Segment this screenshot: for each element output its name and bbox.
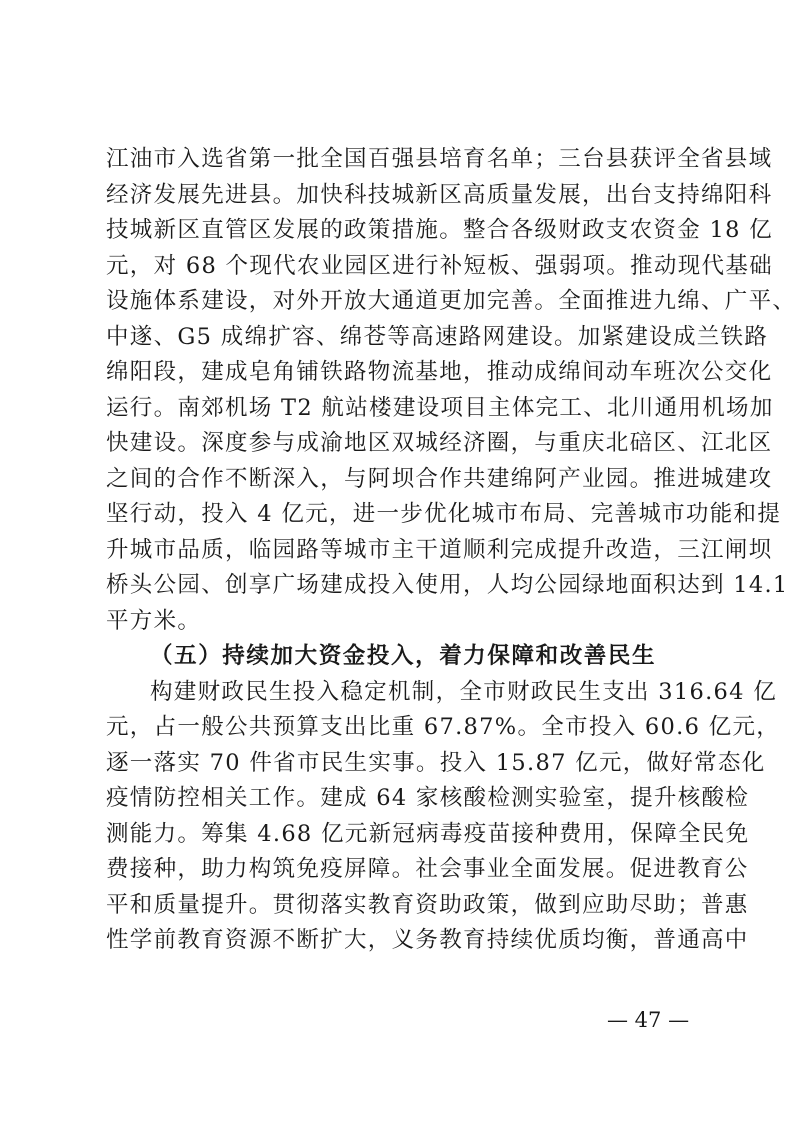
text-line: 平方米。	[106, 607, 202, 634]
text-line: 性学前教育资源不断扩大，义务教育持续优质均衡，普通高中	[106, 927, 749, 953]
text-line: 元，占一般公共预算支出比重 67.87%。全市投入 60.6 亿元，	[106, 714, 781, 740]
text-line: 桥头公园、创享广场建成投入使用，人均公园绿地面积达到 14.1	[106, 572, 789, 598]
text-line: 逐一落实 70 件省市民生实事。投入 15.87 亿元，做好常态化	[106, 749, 766, 776]
text-line: 升城市品质，临园路等城市主干道顺利完成提升改造，三江闸坝	[106, 536, 773, 563]
text-line: 疫情防控相关工作。建成 64 家核酸检测实验室，提升核酸检	[106, 785, 750, 811]
text-line: 经济发展先进县。加快科技城新区高质量发展，出台支持绵阳科	[106, 181, 773, 208]
body-text	[106, 142, 796, 959]
text-line: 平和质量提升。贯彻落实教育资助政策，做到应助尽助；普惠	[106, 891, 749, 918]
text-line: 江油市入选省第一批全国百强县培育名单；三台县获评全省县域	[106, 146, 773, 172]
text-line: 快建设。深度参与成渝地区双城经济圈，与重庆北碚区、江北区	[106, 430, 773, 456]
text-line: 中遂、G5 成绵扩容、绵苍等高速路网建设。加紧建设成兰铁路	[106, 323, 769, 350]
text-line: 测能力。筹集 4.68 亿元新冠病毒疫苗接种费用，保障全民免	[106, 820, 750, 847]
text-line: 技城新区直管区发展的政策措施。整合各级财政支农资金 18 亿	[106, 217, 773, 243]
page-number: — 47 —	[607, 1008, 690, 1032]
section-heading: （五）持续加大资金投入，着力保障和改善民生	[150, 643, 657, 669]
text-line: 费接种，助力构筑免疫屏障。社会事业全面发展。促进教育公	[106, 856, 749, 882]
text-line: 绵阳段，建成皂角铺铁路物流基地，推动成绵间动车班次公交化	[106, 359, 773, 385]
text-line: 运行。南郊机场 T2 航站楼建设项目主体完工、北川通用机场加	[106, 394, 774, 421]
text-line: 坚行动，投入 4 亿元，进一步优化城市布局、完善城市功能和提	[106, 501, 782, 527]
text-line: 之间的合作不断深入，与阿坝合作共建绵阿产业园。推进城建攻	[106, 465, 773, 492]
text-line: 设施体系建设，对外开放大通道更加完善。全面推进九绵、广平、	[106, 288, 796, 314]
text-line: 元，对 68 个现代农业园区进行补短板、强弱项。推动现代基础	[106, 252, 773, 279]
paragraph-first-line: 构建财政民生投入稳定机制，全市财政民生支出 316.64 亿	[150, 678, 778, 705]
